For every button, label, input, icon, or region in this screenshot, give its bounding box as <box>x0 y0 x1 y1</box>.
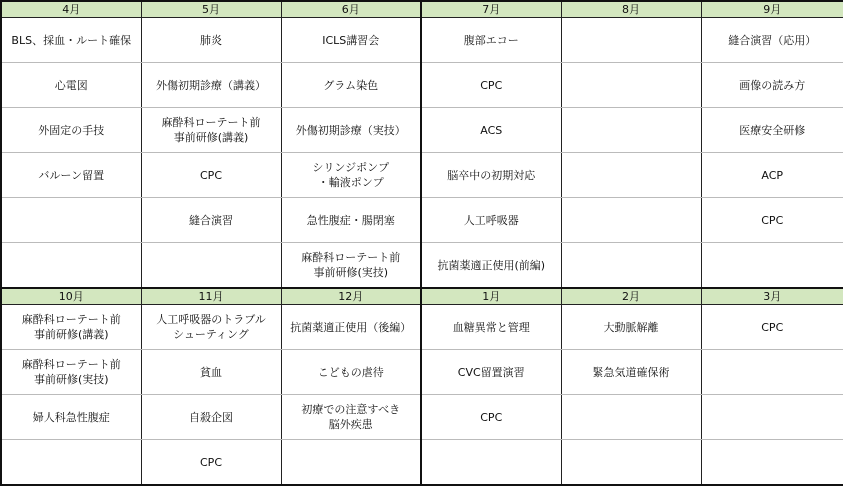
topic-cell: シリンジポンプ ・輸液ポンプ <box>281 153 421 198</box>
topic-cell: 初療での注意すべき 脳外疾患 <box>281 395 421 440</box>
schedule-table-oct-mar <box>0 287 843 486</box>
topic-cell: 抗菌薬適正使用(前編) <box>421 243 561 288</box>
schedule-row <box>1 108 843 153</box>
topic-cell <box>561 243 701 288</box>
schedule-row <box>1 350 843 395</box>
topic-cell: 脳卒中の初期対応 <box>421 153 561 198</box>
topic-cell: 貧血 <box>141 350 281 395</box>
month-header: 11月 <box>141 288 281 305</box>
topic-cell: 麻酔科ローテート前 事前研修(実技) <box>1 350 141 395</box>
topic-cell <box>561 440 701 486</box>
topic-cell <box>1 198 141 243</box>
topic-cell: 心電図 <box>1 63 141 108</box>
month-header: 6月 <box>281 1 421 18</box>
topic-cell <box>1 440 141 486</box>
month-header: 9月 <box>701 1 843 18</box>
topic-cell <box>281 440 421 486</box>
topic-cell <box>561 18 701 63</box>
topic-cell: 縫合演習 <box>141 198 281 243</box>
schedule-row <box>1 305 843 350</box>
month-header: 5月 <box>141 1 281 18</box>
topic-cell: 抗菌薬適正使用（後編） <box>281 305 421 350</box>
topic-cell <box>561 153 701 198</box>
topic-cell: CPC <box>421 395 561 440</box>
topic-cell: CPC <box>141 440 281 486</box>
topic-cell: 縫合演習（応用） <box>701 18 843 63</box>
month-header: 1月 <box>421 288 561 305</box>
topic-cell: 画像の読み方 <box>701 63 843 108</box>
topic-cell: ACP <box>701 153 843 198</box>
topic-cell: ICLS講習会 <box>281 18 421 63</box>
topic-cell: CPC <box>701 305 843 350</box>
topic-cell: BLS、採血・ルート確保 <box>1 18 141 63</box>
month-header: 8月 <box>561 1 701 18</box>
month-header: 7月 <box>421 1 561 18</box>
topic-cell: CPC <box>701 198 843 243</box>
topic-cell: 外固定の手技 <box>1 108 141 153</box>
topic-cell: 緊急気道確保術 <box>561 350 701 395</box>
topic-cell <box>561 395 701 440</box>
topic-cell: 外傷初期診療（講義） <box>141 63 281 108</box>
month-header: 3月 <box>701 288 843 305</box>
topic-cell: 大動脈解離 <box>561 305 701 350</box>
month-header: 10月 <box>1 288 141 305</box>
schedule-row <box>1 440 843 486</box>
topic-cell: 腹部エコー <box>421 18 561 63</box>
schedule-row <box>1 153 843 198</box>
topic-cell: 人工呼吸器 <box>421 198 561 243</box>
month-header-row <box>1 288 843 305</box>
topic-cell <box>561 108 701 153</box>
topic-cell: 血糖異常と管理 <box>421 305 561 350</box>
topic-cell: バルーン留置 <box>1 153 141 198</box>
topic-cell <box>421 440 561 486</box>
topic-cell: 麻酔科ローテート前 事前研修(講義) <box>141 108 281 153</box>
topic-cell: 麻酔科ローテート前 事前研修(講義) <box>1 305 141 350</box>
topic-cell <box>701 395 843 440</box>
topic-cell: 急性腹症・腸閉塞 <box>281 198 421 243</box>
topic-cell: CPC <box>421 63 561 108</box>
topic-cell: グラム染色 <box>281 63 421 108</box>
topic-cell <box>141 243 281 288</box>
topic-cell: 自殺企図 <box>141 395 281 440</box>
topic-cell <box>1 243 141 288</box>
topic-cell <box>701 440 843 486</box>
topic-cell <box>701 243 843 288</box>
schedule-row <box>1 395 843 440</box>
month-header: 2月 <box>561 288 701 305</box>
topic-cell <box>561 63 701 108</box>
topic-cell: 婦人科急性腹症 <box>1 395 141 440</box>
month-header: 4月 <box>1 1 141 18</box>
topic-cell: 肺炎 <box>141 18 281 63</box>
topic-cell: CVC留置演習 <box>421 350 561 395</box>
schedule-row <box>1 18 843 63</box>
schedule-row <box>1 198 843 243</box>
topic-cell: こどもの虐待 <box>281 350 421 395</box>
month-header: 12月 <box>281 288 421 305</box>
topic-cell <box>701 350 843 395</box>
topic-cell: 外傷初期診療（実技） <box>281 108 421 153</box>
topic-cell: ACS <box>421 108 561 153</box>
topic-cell: 医療安全研修 <box>701 108 843 153</box>
topic-cell: 麻酔科ローテート前 事前研修(実技) <box>281 243 421 288</box>
topic-cell: CPC <box>141 153 281 198</box>
topic-cell <box>561 198 701 243</box>
month-header-row <box>1 1 843 18</box>
topic-cell: 人工呼吸器のトラブル シューティング <box>141 305 281 350</box>
schedule-row <box>1 243 843 288</box>
schedule-row <box>1 63 843 108</box>
